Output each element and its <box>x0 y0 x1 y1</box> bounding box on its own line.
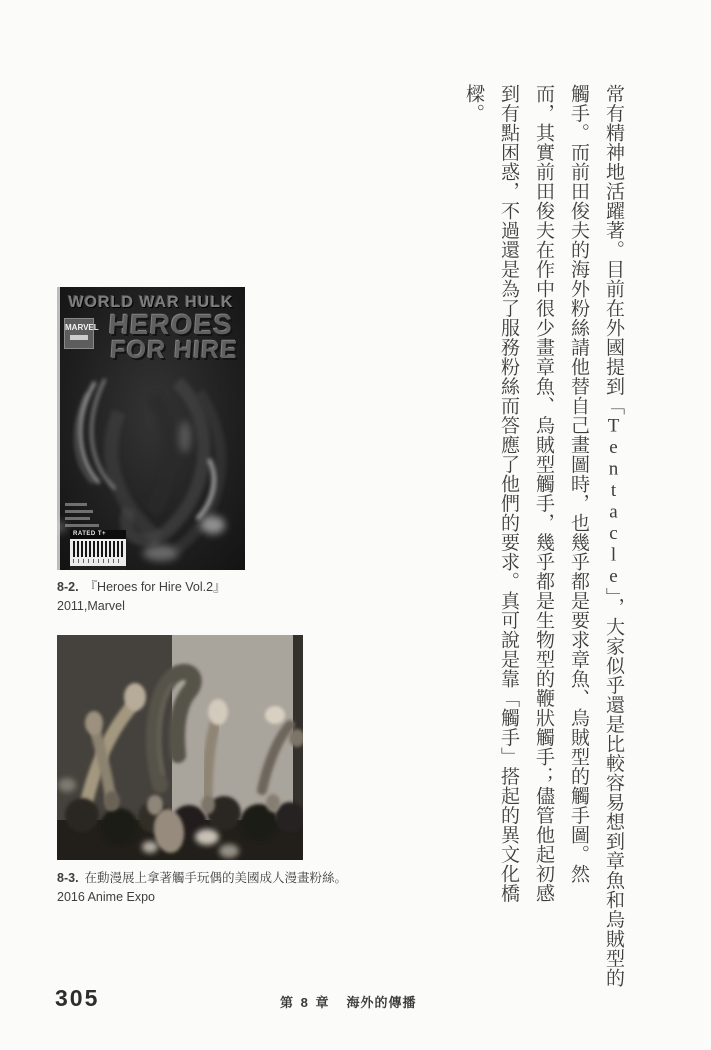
glare-spot <box>142 841 158 853</box>
highlight-shape <box>143 545 179 561</box>
figure-credit: 2011,Marvel <box>57 599 125 613</box>
chapter-footer <box>280 992 416 1011</box>
figure-title: 在動漫展上拿著觸手玩偶的美國成人漫畫粉絲。 <box>84 871 348 885</box>
cover-title-line2: FOR HIRE <box>109 335 239 364</box>
barcode-bars <box>73 541 123 557</box>
barcode-digits <box>73 559 123 563</box>
credit-line <box>65 524 99 527</box>
rating-badge: RATED T+ <box>70 530 126 539</box>
figure-label: 8-3. <box>57 871 79 885</box>
body-text-line-1: 常有精神地活躍著。目前在外國提到「Tentacle」，大家似乎還是比較容易想到章魚和烏賊型的 <box>603 84 624 988</box>
caption-line <box>57 578 226 597</box>
raised-fist-shape <box>265 706 285 724</box>
credit-line <box>65 503 87 506</box>
face-shape <box>201 796 215 814</box>
cover-banner-title: WORLD WAR HULK <box>68 294 234 311</box>
caption-line <box>57 869 347 888</box>
highlight-shape <box>179 421 191 453</box>
cover-title-line1: HEROES <box>107 309 235 340</box>
credit-line <box>65 517 90 520</box>
marvel-logo <box>64 318 99 349</box>
body-text-line-3: 而，其實前田俊夫在作中很少畫章魚、烏賊型觸手，幾乎都是生物型的鞭狀觸手；儘管他起初感 <box>533 84 554 903</box>
figure-caption-8-2 <box>57 578 226 616</box>
body-text-line-2: 觸手。而前田俊夫的海外粉絲請他替自己畫圖時，也幾乎都是要求章魚、烏賊型的觸手圖。然 <box>568 84 589 884</box>
body-text-line-5: 樑。 <box>463 84 484 123</box>
marvel-issue-strip <box>70 335 88 340</box>
glare-spot <box>195 829 219 845</box>
face-shape <box>104 791 120 811</box>
body-text-line-4: 到有點困惑，不過還是為了服務粉絲而答應了他們的要求。真可說是靠「觸手」搭起的異文化橋 <box>498 84 519 903</box>
highlight-shape <box>201 516 225 534</box>
glare-spot <box>219 844 239 858</box>
cover-credits <box>65 503 99 531</box>
comic-cover-figure <box>57 287 245 570</box>
tentacle-swirl-shape <box>152 397 170 512</box>
raised-hand-shape <box>124 683 146 711</box>
raised-hand-shape <box>85 711 103 735</box>
convention-photo-figure <box>57 635 303 860</box>
figure-label: 8-2. <box>57 580 79 594</box>
marvel-logo-text: MARVEL <box>65 323 99 332</box>
cover-title <box>97 309 243 364</box>
convention-photo-art <box>57 635 303 860</box>
crowd-head <box>100 808 138 846</box>
barcode <box>70 539 126 566</box>
chapter-label: 第 8 章 <box>280 995 331 1010</box>
figure-credit: 2016 Anime Expo <box>57 890 155 904</box>
raised-hand-shape <box>208 699 228 725</box>
tentacle-swirl-shape <box>111 412 159 539</box>
face-shape <box>266 794 280 812</box>
hair-strand-shape <box>80 382 99 483</box>
glare-spot <box>58 778 76 792</box>
figure-caption-8-3 <box>57 869 347 907</box>
page-number: 305 <box>55 985 100 1011</box>
figure-title: 『Heroes for Hire Vol.2』 <box>84 580 226 594</box>
barcode-footer-strip <box>70 566 126 570</box>
chapter-title: 海外的傳播 <box>346 995 417 1010</box>
crowd-head <box>65 798 99 832</box>
credit-line <box>65 510 93 513</box>
body-text <box>456 84 631 988</box>
scan-edge <box>57 287 60 570</box>
